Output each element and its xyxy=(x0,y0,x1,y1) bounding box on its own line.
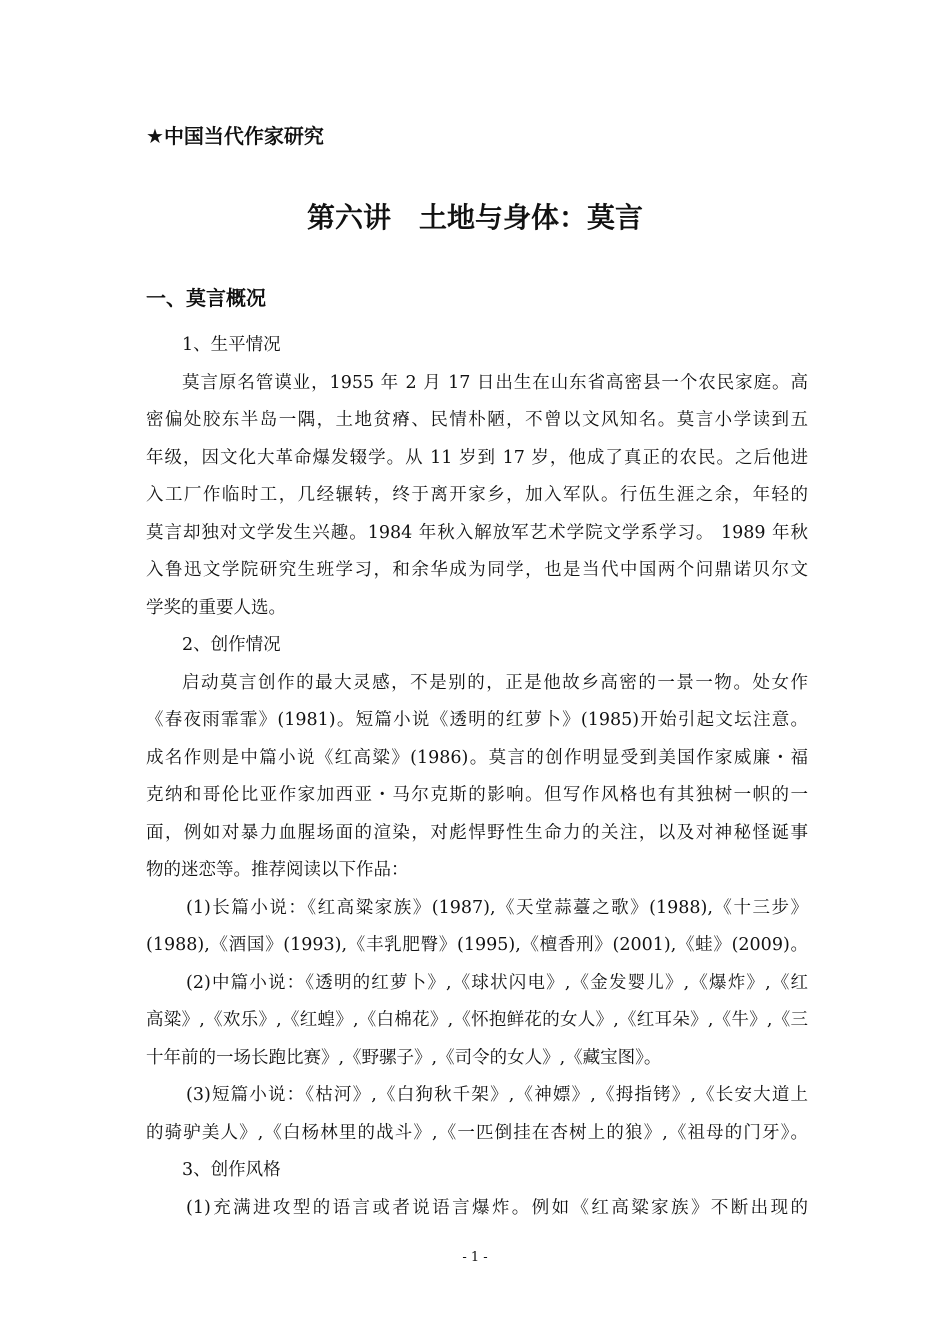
star-icon: ★ xyxy=(146,124,164,148)
works-list-line: 高粱》,《欢乐》,《红蝗》,《白棉花》,《怀抱鲜花的女人》,《红耳朵》,《牛》,《三 xyxy=(146,1010,808,1030)
paragraph-line: 莫言却独对文学发生兴趣。1984 年秋入解放军艺术学院文学系学习。 1989 年秋 xyxy=(146,522,808,543)
subheading-style: 3、创作风格 xyxy=(182,1160,281,1180)
lecture-title: 第六讲 土地与身体：莫言 xyxy=(306,201,643,234)
paragraph-line: 学奖的重要人选。 xyxy=(146,597,286,618)
paragraph-line: 物的迷恋等。推荐阅读以下作品： xyxy=(146,860,409,880)
works-list-line: (1988),《酒国》(1993),《丰乳肥臀》(1995),《檀香刑》(2001),《蛙》(2009)。 xyxy=(146,935,808,955)
works-list-line: 的骑驴美人》,《白杨林里的战斗》,《一匹倒挂在杏树上的狼》,《祖母的门牙》。 xyxy=(146,1122,808,1143)
paragraph-line: 入工厂作临时工，几经辗转，终于离开家乡，加入军队。行伍生涯之余，年轻的 xyxy=(146,485,808,505)
course-header xyxy=(146,122,324,150)
paragraph-line: (1)充满进攻型的语言或者说语言爆炸。例如《红高粱家族》不断出现的 xyxy=(186,1197,808,1218)
paragraph-line: 面，例如对暴力血腥场面的渲染，对彪悍野性生命力的关注，以及对神秘怪诞事 xyxy=(146,822,808,843)
works-list-line: (2)中篇小说：《透明的红萝卜》,《球状闪电》,《金发婴儿》,《爆炸》,《红 xyxy=(186,972,808,993)
paragraph-line: 《春夜雨霏霏》(1981)。短篇小说《透明的红萝卜》(1985)开始引起文坛注意。 xyxy=(146,710,808,730)
subheading-biography: 1、生平情况 xyxy=(182,335,281,355)
paragraph-line: 克纳和哥伦比亚作家加西亚・马尔克斯的影响。但写作风格也有其独树一帜的一 xyxy=(146,785,808,805)
paragraph-line: 入鲁迅文学院研究生班学习，和余华成为同学，也是当代中国两个问鼎诺贝尔文 xyxy=(146,560,808,580)
works-list-line: 十年前的一场长跑比赛》,《野骡子》,《司令的女人》,《藏宝图》。 xyxy=(146,1047,662,1068)
section-heading-overview: 一、莫言概况 xyxy=(146,286,266,310)
page-number: - 1 - xyxy=(462,1250,488,1265)
document-body xyxy=(146,327,808,1227)
paragraph-line: 密偏处胶东半岛一隅，土地贫瘠、民情朴陋，不曾以文风知名。莫言小学读到五 xyxy=(146,410,808,430)
works-list-line: (1)长篇小说：《红高粱家族》(1987),《天堂蒜薹之歌》(1988),《十三步》 xyxy=(186,897,808,918)
course-title: 中国当代作家研究 xyxy=(163,124,324,148)
paragraph-line: 莫言原名管谟业，1955 年 2 月 17 日出生在山东省高密县一个农民家庭。高 xyxy=(182,372,808,393)
subheading-works: 2、创作情况 xyxy=(182,635,281,655)
works-list-line: (3)短篇小说：《枯河》,《白狗秋千架》,《神嫖》,《拇指铐》,《长安大道上 xyxy=(186,1085,808,1105)
paragraph-line: 成名作则是中篇小说《红高粱》(1986)。莫言的创作明显受到美国作家威廉・福 xyxy=(146,747,808,768)
paragraph-line: 启动莫言创作的最大灵感，不是别的，正是他故乡高密的一景一物。处女作 xyxy=(182,672,808,693)
paragraph-line: 年级，因文化大革命爆发辍学。从 11 岁到 17 岁，他成了真正的农民。之后他进 xyxy=(146,447,808,468)
